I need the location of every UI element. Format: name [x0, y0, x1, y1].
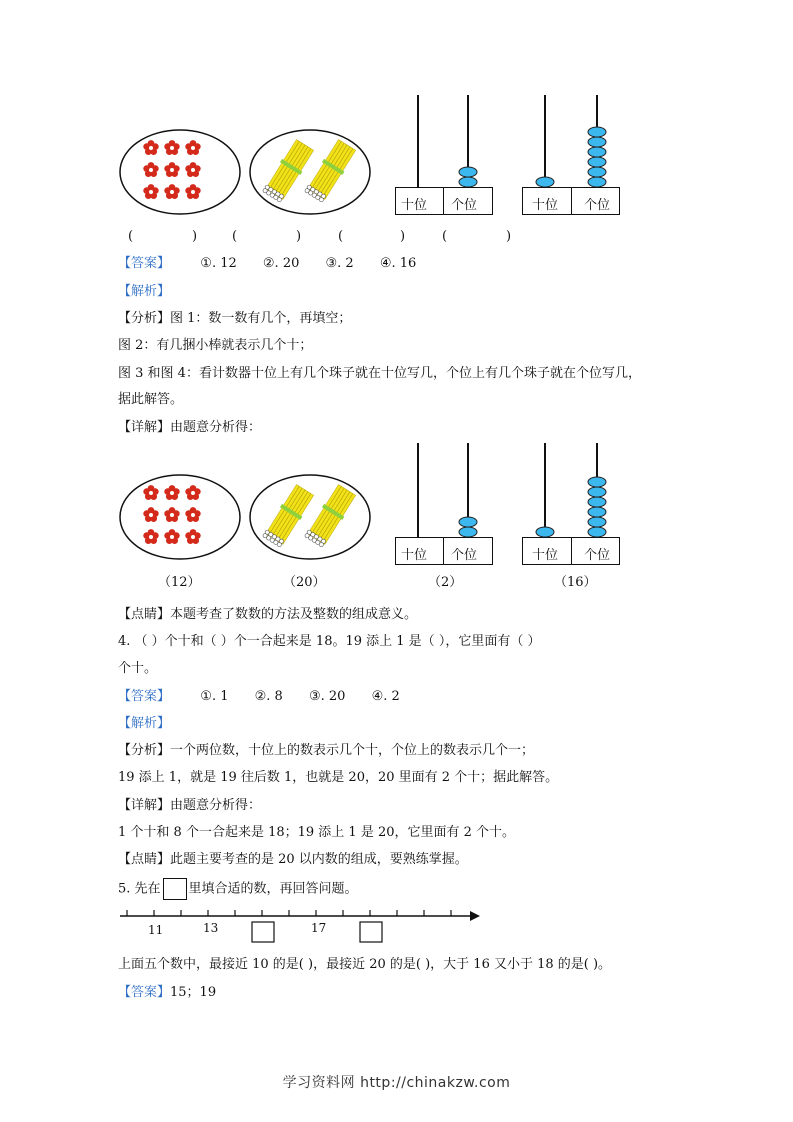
- tens-label: 十位: [401, 198, 428, 213]
- sticks-figure-top: [248, 128, 372, 216]
- blank-close-4: ): [506, 229, 512, 244]
- answer-label: 【答案】: [118, 689, 171, 704]
- flower-icon: [143, 485, 158, 500]
- flower-icon: [164, 529, 179, 544]
- flower-icon: [143, 140, 158, 155]
- answer-label: 【答案】: [118, 985, 171, 1000]
- q4-fenxi: 【分析】一个两位数，十位上的数表示几个十，个位上的数表示几个一；: [118, 743, 535, 758]
- stick-bundle-icon: [304, 139, 357, 204]
- q3-answer-line: [118, 256, 438, 272]
- flower-icon: [185, 529, 200, 544]
- flower-icon: [143, 184, 158, 199]
- footer-watermark: 学习资料网 http://chinakzw.com: [282, 1075, 511, 1091]
- caption-4: （16）: [554, 575, 597, 590]
- caption-1: （12）: [158, 575, 201, 590]
- caption-3: （2）: [428, 575, 463, 590]
- blank-close-1: ): [192, 229, 198, 244]
- flower-icon: [185, 162, 200, 177]
- tens-label: 十位: [401, 548, 428, 563]
- counter-tens-ones-16-bottom: [522, 443, 622, 565]
- q5-question: 上面五个数中，最接近 10 的是( )，最接近 20 的是( )，大于 16 又小于 18 的是( )。: [118, 957, 612, 972]
- blank-close-2: ): [296, 229, 302, 244]
- q4-xiangjie: 【详解】由题意分析得：: [118, 798, 262, 813]
- number-line: [118, 906, 488, 946]
- answer-label: 【答案】: [118, 256, 171, 271]
- tick-label-13: 13: [203, 921, 219, 935]
- q4-dianjing: 【点睛】此题主要考查的是 20 以内数的组成，要熟练掌握。: [118, 852, 468, 867]
- counter-tens-ones-16-top: [522, 95, 622, 217]
- q4-stem-a: 4. （ ）个十和（ ）个一合起来是 18。19 添上 1 是（ ），它里面有（ ）: [118, 634, 541, 649]
- caption-2: （20）: [283, 575, 326, 590]
- flowers-figure-top: [118, 128, 242, 216]
- q3-xiangjie: 【详解】由题意分析得：: [118, 420, 262, 435]
- answer-2: ②. 8: [254, 689, 283, 704]
- q5-stem: [118, 878, 358, 901]
- q4-analysis-label: 【解析】: [118, 716, 171, 731]
- flower-icon: [164, 140, 179, 155]
- q3-fig34-b: 据此解答。: [118, 392, 184, 407]
- counter-tens-ones-2-top: [395, 95, 495, 217]
- ones-label: 个位: [451, 548, 478, 563]
- stick-bundle-icon: [262, 484, 315, 549]
- stick-bundle-icon: [304, 484, 357, 549]
- flower-icon: [185, 140, 200, 155]
- answer-1: ①. 1: [200, 689, 229, 704]
- answer-box-icon: [163, 878, 187, 900]
- flowers-figure-bottom: [118, 473, 242, 561]
- answer-3: ③. 2: [325, 256, 354, 271]
- flower-icon: [164, 184, 179, 199]
- sticks-figure-bottom: [248, 473, 372, 561]
- q4-answer-line: [118, 689, 422, 705]
- flower-icon: [164, 507, 179, 522]
- q5-stem-post: 里填合适的数，再回答问题。: [188, 881, 358, 897]
- flower-icon: [164, 485, 179, 500]
- counter-tens-ones-2-bottom: [395, 443, 495, 565]
- q5-answer-line: [118, 985, 216, 1001]
- flower-icon: [143, 529, 158, 544]
- q4-line3: 1 个十和 8 个一合起来是 18；19 添上 1 是 20，它里面有 2 个十。: [118, 825, 516, 840]
- ones-label: 个位: [584, 198, 611, 213]
- q4-line2: 19 添上 1，就是 19 往后数 1，也就是 20，20 里面有 2 个十；据此解答。: [118, 770, 559, 785]
- ones-label: 个位: [451, 198, 478, 213]
- tick-label-17: 17: [311, 921, 327, 935]
- q5-stem-pre: 5. 先在: [118, 881, 161, 897]
- ones-label: 个位: [584, 548, 611, 563]
- tick-label-11: 11: [148, 923, 164, 937]
- blank-open-1: (: [128, 229, 134, 244]
- q3-fenxi: 【分析】图 1：数一数有几个，再填空；: [118, 311, 352, 326]
- answer-3: ③. 20: [308, 689, 346, 704]
- flower-icon: [143, 507, 158, 522]
- flower-icon: [164, 162, 179, 177]
- q3-fig34-a: 图 3 和图 4：看计数器十位上有几个珠子就在十位写几，个位上有几个珠子就在个位写几，: [118, 366, 641, 381]
- tens-label: 十位: [532, 548, 559, 563]
- flower-icon: [185, 485, 200, 500]
- q5-answer: 15；19: [170, 985, 217, 1000]
- stick-bundle-icon: [262, 139, 315, 204]
- q4-stem-b: 个十。: [118, 661, 158, 676]
- answer-1: ①. 12: [200, 256, 237, 271]
- blank-open-2: (: [232, 229, 238, 244]
- blank-open-3: (: [338, 229, 344, 244]
- q3-analysis-label: 【解析】: [118, 284, 171, 299]
- blank-open-4: (: [442, 229, 448, 244]
- q3-fig2: 图 2：有几捆小棒就表示几个十；: [118, 338, 313, 353]
- q3-dianjing: 【点睛】本题考查了数数的方法及整数的组成意义。: [118, 607, 418, 622]
- answer-4: ④. 2: [371, 689, 400, 704]
- flower-icon: [143, 162, 158, 177]
- answer-2: ②. 20: [262, 256, 300, 271]
- flower-icon: [185, 507, 200, 522]
- answer-4: ④. 16: [379, 256, 417, 271]
- flower-icon: [185, 184, 200, 199]
- blank-close-3: ): [400, 229, 406, 244]
- tens-label: 十位: [532, 198, 559, 213]
